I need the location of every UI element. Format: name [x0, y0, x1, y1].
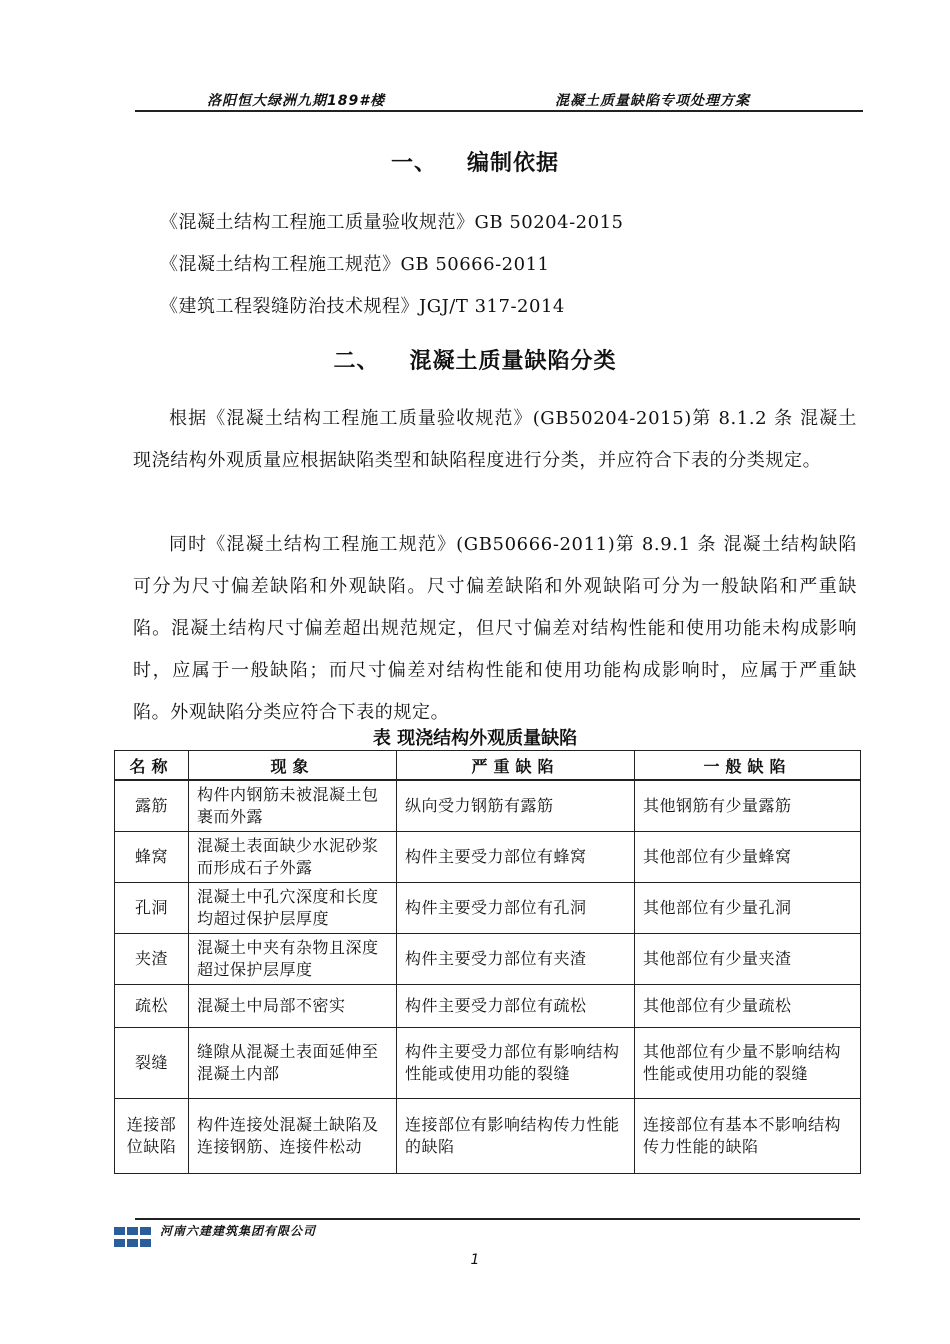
table-row — [115, 780, 861, 832]
defect-general: 其他部位有少量孔洞 — [635, 883, 861, 934]
reference-2: 《混凝土结构工程施工规范》GB 50666-2011 — [160, 254, 550, 275]
company-logo-icon — [114, 1221, 152, 1249]
defect-serious: 构件主要受力部位有疏松 — [397, 985, 635, 1028]
page-number: 1 — [470, 1252, 480, 1268]
defect-phenomenon: 混凝土中孔穴深度和长度均超过保护层厚度 — [189, 883, 397, 934]
defect-name: 裂缝 — [115, 1028, 189, 1099]
reference-3: 《建筑工程裂缝防治技术规程》JGJ/T 317-2014 — [160, 296, 565, 317]
table-title: 表 现浇结构外观质量缺陷 — [372, 728, 578, 749]
table-row — [115, 1099, 861, 1174]
defect-general: 其他钢筋有少量露筋 — [635, 780, 861, 832]
col-header-serious: 严重缺陷 — [397, 751, 635, 781]
section1-title: 编制依据 — [467, 151, 560, 176]
defect-serious: 连接部位有影响结构传力性能的缺陷 — [397, 1099, 635, 1174]
defect-table — [114, 750, 861, 1174]
header-doc-title: 混凝土质量缺陷专项处理方案 — [555, 93, 750, 109]
col-header-name: 名称 — [115, 751, 189, 781]
defect-serious: 构件主要受力部位有影响结构性能或使用功能的裂缝 — [397, 1028, 635, 1099]
defect-phenomenon: 构件连接处混凝土缺陷及连接钢筋、连接件松动 — [189, 1099, 397, 1174]
defect-phenomenon: 混凝土中夹有杂物且深度超过保护层厚度 — [189, 934, 397, 985]
defect-name: 孔洞 — [115, 883, 189, 934]
footer-divider — [135, 1218, 860, 1220]
paragraph-1: 根据《混凝土结构工程施工质量验收规范》(GB50204-2015)第 8.1.2 条 混凝土现浇结构外观质量应根据缺陷类型和缺陷程度进行分类，并应符合下表的分类规定。 — [133, 408, 857, 471]
defect-name: 蜂窝 — [115, 832, 189, 883]
defect-serious: 纵向受力钢筋有露筋 — [397, 780, 635, 832]
defect-general: 其他部位有少量不影响结构性能或使用功能的裂缝 — [635, 1028, 861, 1099]
section2-title: 混凝土质量缺陷分类 — [409, 349, 617, 374]
defect-phenomenon: 混凝土中局部不密实 — [189, 985, 397, 1028]
defect-name: 疏松 — [115, 985, 189, 1028]
defect-general: 连接部位有基本不影响结构传力性能的缺陷 — [635, 1099, 861, 1174]
page-header — [135, 88, 863, 110]
paragraph-2: 同时《混凝土结构工程施工规范》(GB50666-2011)第 8.9.1 条 混凝土结构缺陷可分为尺寸偏差缺陷和外观缺陷。尺寸偏差缺陷和外观缺陷可分为一般缺陷和严重缺陷。混凝土结构尺寸偏差超出规范规定，但尺寸偏差对结构性能和使用功能未构成影响时，应属于一般缺陷；而尺寸偏差对结构性能和使用功能构成影响时，应属于严重缺陷。外观缺陷分类应符合下表的规定。 — [133, 534, 857, 723]
defect-general: 其他部位有少量蜂窝 — [635, 832, 861, 883]
header-divider — [135, 110, 863, 112]
defect-phenomenon: 构件内钢筋未被混凝土包裹而外露 — [189, 780, 397, 832]
table-row — [115, 934, 861, 985]
defect-name: 夹渣 — [115, 934, 189, 985]
defect-serious: 构件主要受力部位有夹渣 — [397, 934, 635, 985]
section1-number: 一、 — [390, 151, 437, 176]
table-row — [115, 1028, 861, 1099]
defect-serious: 构件主要受力部位有孔洞 — [397, 883, 635, 934]
company-name: 河南六建建筑集团有限公司 — [160, 1224, 317, 1238]
table-row — [115, 985, 861, 1028]
defect-name: 露筋 — [115, 780, 189, 832]
section1-heading — [0, 146, 950, 177]
defect-phenomenon: 缝隙从混凝土表面延伸至混凝土内部 — [189, 1028, 397, 1099]
section2-heading — [0, 344, 950, 375]
defect-name: 连接部位缺陷 — [115, 1099, 189, 1174]
defect-phenomenon: 混凝土表面缺少水泥砂浆而形成石子外露 — [189, 832, 397, 883]
defect-general: 其他部位有少量夹渣 — [635, 934, 861, 985]
reference-1: 《混凝土结构工程施工质量验收规范》GB 50204-2015 — [160, 212, 624, 233]
defect-serious: 构件主要受力部位有蜂窝 — [397, 832, 635, 883]
table-header-row — [115, 751, 861, 781]
defect-general: 其他部位有少量疏松 — [635, 985, 861, 1028]
col-header-general: 一般缺陷 — [635, 751, 861, 781]
section2-number: 二、 — [333, 349, 380, 374]
col-header-phenomenon: 现象 — [189, 751, 397, 781]
table-row — [115, 832, 861, 883]
table-row — [115, 883, 861, 934]
header-project: 洛阳恒大绿洲九期189#楼 — [207, 93, 385, 109]
